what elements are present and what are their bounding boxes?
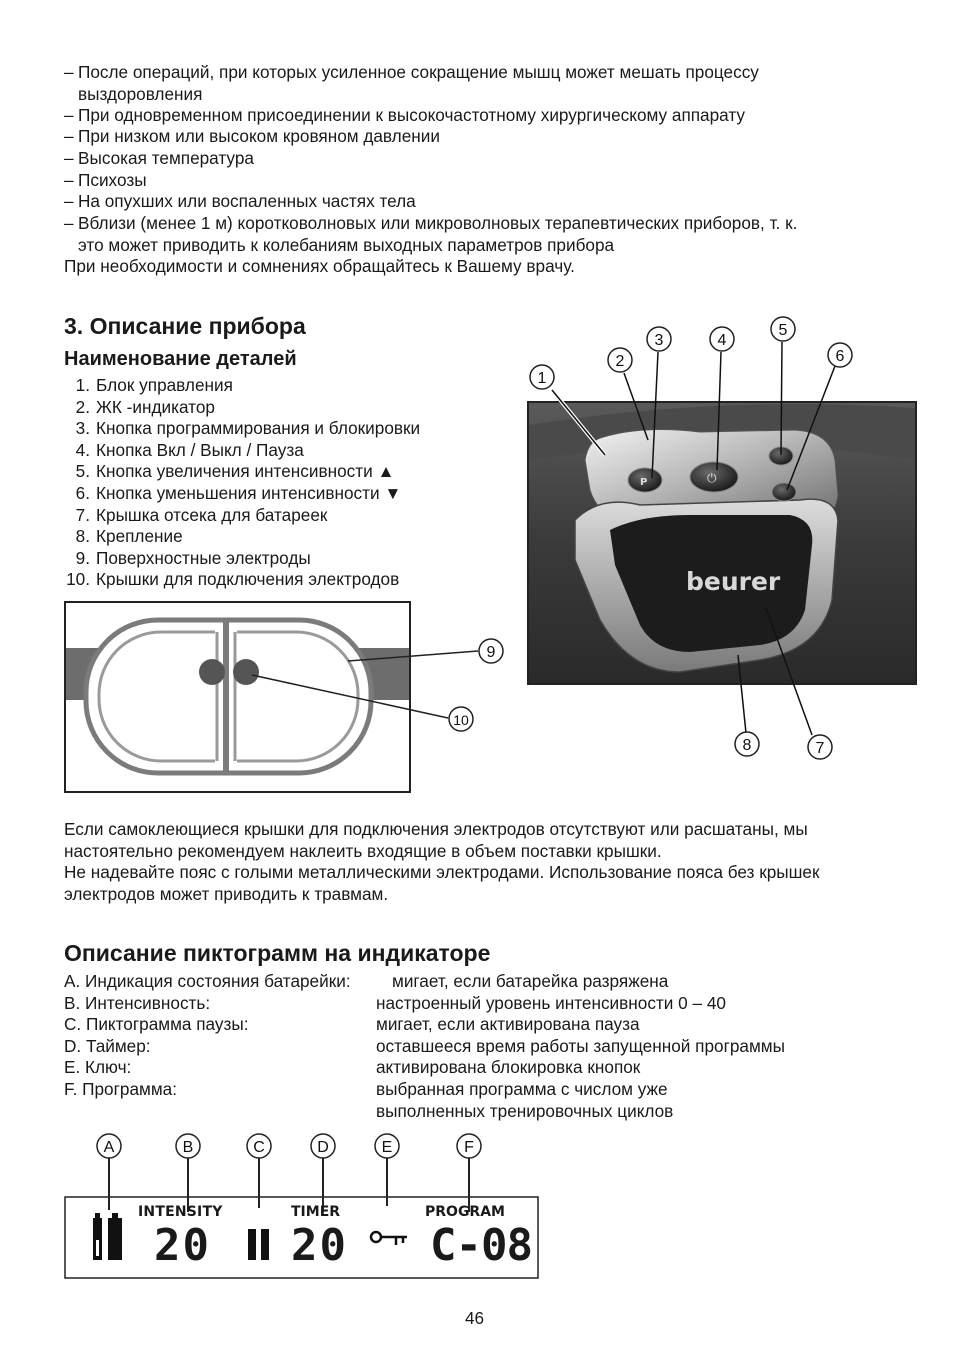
part-label: Кнопка увеличения интенсивности ▲ bbox=[96, 461, 395, 482]
section-title: 3. Описание прибора bbox=[64, 313, 306, 339]
lcd-program-value: C-08 bbox=[430, 1220, 532, 1271]
part-label: Крышка отсека для батареек bbox=[96, 504, 328, 525]
part-number: 8. bbox=[75, 526, 90, 547]
pictogram-desc: мигает, если активирована пауза bbox=[376, 1014, 640, 1034]
pictogram-key: D. Таймер: bbox=[64, 1036, 151, 1056]
bullet-dash: – bbox=[64, 191, 74, 211]
callout-3-label: 3 bbox=[654, 332, 664, 349]
power-icon: ⏻ bbox=[707, 471, 717, 485]
bullet-text: Высокая температура bbox=[78, 148, 254, 168]
part-number: 7. bbox=[75, 504, 90, 525]
pictogram-desc: оставшееся время работы запущенной программы bbox=[376, 1036, 785, 1056]
bullet-text: При одновременном присоединении к высокочастотному хирургическому аппарату bbox=[78, 105, 746, 125]
callout-1-label: 1 bbox=[537, 370, 547, 387]
bullet-text: При низком или высоком кровяном давлении bbox=[78, 126, 440, 146]
lcd-timer-value: 20 bbox=[291, 1220, 348, 1271]
callout-4-label: 4 bbox=[717, 332, 727, 349]
bullet-text-cont: выздоровления bbox=[78, 83, 203, 104]
part-label: Крепление bbox=[96, 526, 183, 547]
callout-8-label: 8 bbox=[742, 737, 752, 754]
part-label: Крышки для подключения электродов bbox=[96, 569, 400, 590]
electrode-cap bbox=[199, 659, 225, 685]
bullet-dash: – bbox=[64, 62, 74, 82]
page-number: 46 bbox=[465, 1308, 485, 1328]
bullet-text: Вблизи (менее 1 м) коротковолновых или микроволновых терапевтических приборов, т. к. bbox=[78, 213, 798, 233]
pictogram-key: E. Ключ: bbox=[64, 1057, 132, 1077]
electrode-cap bbox=[233, 659, 259, 685]
part-number: 10. bbox=[66, 569, 90, 590]
program-button-label: P bbox=[640, 477, 648, 488]
lcd-intensity-value: 20 bbox=[154, 1220, 211, 1271]
brand-logo: beurer bbox=[686, 567, 781, 596]
parts-subtitle: Наименование деталей bbox=[64, 348, 297, 370]
lcd-letter-f: F bbox=[464, 1139, 474, 1156]
part-number: 1. bbox=[75, 375, 90, 395]
intensity-down-button[interactable] bbox=[772, 483, 796, 501]
pictogram-key: C. Пиктограмма паузы: bbox=[64, 1014, 249, 1034]
pictograms-title: Описание пиктограмм на индикаторе bbox=[64, 940, 491, 966]
part-label: Кнопка программирования и блокировки bbox=[96, 418, 421, 439]
bullet-dash: – bbox=[64, 213, 74, 233]
pictogram-desc-cont: выполненных тренировочных циклов bbox=[376, 1101, 674, 1121]
part-label: Поверхностные электроды bbox=[96, 547, 311, 568]
bullet-text: После операций, при которых усиленное сокращение мышц может мешать процессу bbox=[78, 62, 759, 82]
part-label: Блок управления bbox=[96, 375, 233, 395]
lcd-letter-a: A bbox=[103, 1139, 115, 1156]
part-number: 5. bbox=[75, 461, 90, 482]
doctor-note: При необходимости и сомнениях обращайтесь к Вашему врачу. bbox=[64, 256, 575, 276]
pictogram-desc: мигает, если батарейка разряжена bbox=[392, 971, 669, 991]
part-label: Кнопка уменьшения интенсивности ▼ bbox=[96, 483, 402, 503]
pictogram-desc: настроенный уровень интенсивности 0 – 40 bbox=[376, 993, 726, 1013]
lcd-letter-b: B bbox=[182, 1139, 194, 1156]
part-number: 6. bbox=[75, 483, 90, 503]
callout-5-label: 5 bbox=[778, 322, 788, 339]
lcd-intensity-label: INTENSITY bbox=[138, 1204, 223, 1220]
lcd-letter-d: D bbox=[317, 1139, 329, 1156]
part-label: Кнопка Вкл / Выкл / Пауза bbox=[96, 439, 304, 460]
callout-7-label: 7 bbox=[815, 740, 825, 757]
lcd-program-label: PROGRAM bbox=[425, 1204, 505, 1220]
callout-10-label: 10 bbox=[453, 712, 469, 728]
callout-9-label: 9 bbox=[486, 644, 496, 661]
part-number: 9. bbox=[75, 547, 90, 568]
bullet-dash: – bbox=[64, 170, 74, 190]
lcd-letter-e: E bbox=[381, 1139, 393, 1156]
bullet-dash: – bbox=[64, 148, 74, 168]
pictogram-key: F. Программа: bbox=[64, 1079, 177, 1099]
warning-line: Если самоклеющиеся крышки для подключения электродов отсутствуют или расшатаны, мы bbox=[64, 819, 808, 839]
pictogram-key: B. Интенсивность: bbox=[64, 993, 211, 1013]
callout-6-label: 6 bbox=[835, 348, 845, 365]
bullet-text: Психозы bbox=[78, 170, 147, 190]
warning-line: настоятельно рекомендуем наклеить входящие в объем поставки крышки. bbox=[64, 841, 662, 861]
callout-2-label: 2 bbox=[615, 353, 625, 370]
warning-line: электродов может приводить к травмам. bbox=[64, 884, 389, 904]
part-number: 2. bbox=[75, 396, 90, 417]
pictogram-desc: активирована блокировка кнопок bbox=[376, 1057, 641, 1077]
bullet-dash: – bbox=[64, 126, 74, 146]
lcd-timer-label: TIMER bbox=[291, 1204, 341, 1220]
part-label: ЖК -индикатор bbox=[96, 396, 215, 417]
bullet-dash: – bbox=[64, 105, 74, 125]
pictogram-key: A. Индикация состояния батарейки: bbox=[64, 971, 351, 991]
callout-line-5 bbox=[781, 342, 782, 455]
part-number: 4. bbox=[75, 439, 90, 460]
bullet-text-cont: это может приводить к колебаниям выходных параметров прибора bbox=[78, 234, 615, 255]
bullet-text: На опухших или воспаленных частях тела bbox=[78, 191, 416, 211]
pictogram-desc: выбранная программа с числом уже bbox=[376, 1079, 668, 1099]
lcd-letter-c: C bbox=[253, 1139, 265, 1156]
part-number: 3. bbox=[75, 418, 90, 439]
warning-line: Не надевайте пояс с голыми металлическими электродами. Использование пояса без крышек bbox=[64, 862, 820, 882]
